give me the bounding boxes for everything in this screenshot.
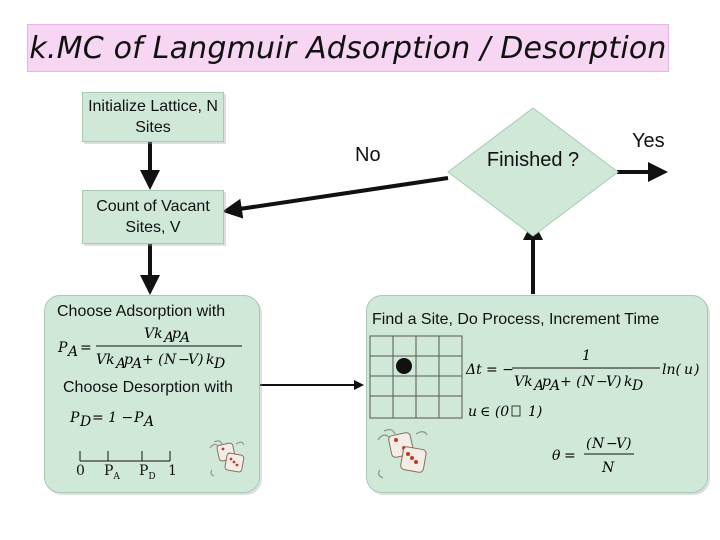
svg-text:−: − <box>596 374 608 390</box>
svg-text:p: p <box>172 326 181 342</box>
svg-text:ln(: ln( <box>662 362 681 378</box>
svg-text:+ (: + ( <box>142 352 164 368</box>
svg-text:A: A <box>534 378 545 394</box>
svg-text:): ) <box>694 362 700 378</box>
svg-text:+ (: + ( <box>560 374 582 390</box>
adsorption-formula <box>54 322 254 374</box>
svg-text:A: A <box>164 330 175 346</box>
svg-text:P: P <box>70 410 80 426</box>
svg-text:Vk: Vk <box>96 352 115 368</box>
svg-text:(: ( <box>586 436 592 452</box>
svg-text:1: 1 <box>582 348 591 364</box>
coverage-formula <box>550 430 650 480</box>
number-line-pa: $P_A$ <box>104 463 120 482</box>
svg-text:Δt: Δt <box>466 362 482 378</box>
svg-text:): ) <box>198 352 204 368</box>
svg-text:−: − <box>178 352 190 368</box>
lattice-grid <box>368 334 464 420</box>
svg-text:A: A <box>68 344 79 360</box>
svg-text:u: u <box>468 404 478 420</box>
desorption-formula <box>66 400 176 430</box>
no-label: No <box>355 144 381 166</box>
svg-text:A: A <box>144 414 155 430</box>
init-lattice-box: Initialize Lattice, N Sites <box>82 92 224 142</box>
process-label: Find a Site, Do Process, Increment Time <box>372 311 660 328</box>
svg-text:=: = <box>80 340 92 356</box>
diagram-title: k.MC of Langmuir Adsorption / Desorption <box>27 24 669 72</box>
svg-text:= −: = − <box>486 362 514 378</box>
svg-text:k: k <box>206 352 215 368</box>
dice-icon <box>206 438 254 478</box>
svg-text:N: N <box>602 460 615 476</box>
svg-text:=: = <box>564 448 576 464</box>
svg-text:): ) <box>626 436 632 452</box>
svg-text:N: N <box>582 374 595 390</box>
svg-text:−: − <box>606 436 618 452</box>
svg-text:A: A <box>116 356 127 372</box>
desorption-label: Choose Desorption with <box>63 379 233 396</box>
svg-text:p: p <box>542 374 551 390</box>
svg-text:u: u <box>684 362 694 378</box>
adsorption-label: Choose Adsorption with <box>57 303 226 320</box>
adsorbed-particle <box>396 358 412 374</box>
svg-text:∈ (0: ∈ (0 <box>480 404 510 420</box>
decision-label: Finished ? <box>486 149 580 171</box>
svg-text:A: A <box>180 330 191 346</box>
svg-text:V: V <box>616 436 627 452</box>
count-vacant-box: Count of Vacant Sites, V <box>82 190 224 244</box>
svg-text:V: V <box>188 352 199 368</box>
random-number-range <box>466 398 556 424</box>
svg-text:Vk: Vk <box>514 374 533 390</box>
yes-label: Yes <box>632 130 665 152</box>
svg-text:): ) <box>616 374 622 390</box>
svg-text:D: D <box>80 414 92 430</box>
probability-number-line <box>70 445 190 465</box>
svg-text:A: A <box>550 378 561 394</box>
svg-text:= 1 −: = 1 − <box>92 410 134 426</box>
svg-text:N: N <box>164 352 177 368</box>
svg-text:Vk: Vk <box>144 326 163 342</box>
arrow-decision-no <box>226 178 448 211</box>
svg-text:A: A <box>132 356 143 372</box>
svg-text:D: D <box>214 356 226 372</box>
number-line-one: 1 <box>168 463 177 479</box>
number-line-zero: 0 <box>76 463 85 479</box>
svg-text:p: p <box>124 352 133 368</box>
svg-text:θ: θ <box>552 448 561 464</box>
svg-text:V: V <box>606 374 617 390</box>
svg-text:P: P <box>134 410 144 426</box>
svg-text:P: P <box>58 340 68 356</box>
number-line-pd: $P_D$ <box>139 463 156 482</box>
time-step-formula <box>464 344 704 400</box>
dice-icon <box>374 426 436 482</box>
svg-text:k: k <box>624 374 633 390</box>
svg-text:1): 1) <box>528 404 543 420</box>
svg-text:N: N <box>592 436 605 452</box>
svg-text:D: D <box>632 378 644 394</box>
